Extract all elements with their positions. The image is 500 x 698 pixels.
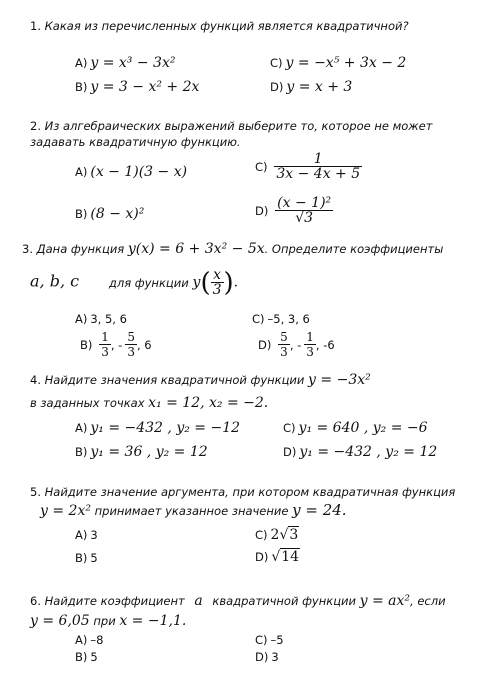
q2-option-b: B) (8 − x)²	[75, 206, 145, 222]
question-4-line-2: в заданных точках x₁ = 12, x₂ = −2.	[30, 395, 269, 411]
q3-option-c: C) –5, 3, 6	[252, 312, 310, 326]
q4-option-c: C) y₁ = 640 , y₂ = −6	[283, 420, 428, 436]
question-text: Из алгебраических выражений выберите то, которое не может задавать квадратичную функцию.	[30, 119, 433, 149]
question-6: 6. Найдите коэффициент a квадратичной функции y = ax², если	[30, 593, 446, 609]
q1-option-b: B) y = 3 − x² + 2x	[75, 79, 200, 95]
q2-option-c: C) $\frac{1}{3x - 4x + 5}$	[255, 151, 361, 182]
q1-option-a: A) y = x³ − 3x²	[75, 55, 176, 71]
question-number: 2.	[30, 119, 41, 133]
q4-option-d: D) y₁ = −432 , y₂ = 12	[283, 444, 438, 460]
q2-option-a: A) (x − 1)(3 − x)	[75, 164, 188, 180]
q4-option-b: B) y₁ = 36 , y₂ = 12	[75, 444, 208, 460]
question-1	[30, 18, 486, 34]
q6-option-d: D) 3	[255, 650, 279, 664]
question-3: 3. Дана функция y(x) = 6 + 3x² − 5x. Определите коэффициенты	[22, 241, 444, 257]
sqrt-symbol: √3	[279, 527, 299, 543]
question-6-line-2: y = 6,05 при x = −1,1.	[30, 613, 187, 629]
question-2	[30, 118, 486, 150]
q5-option-d: D) √14	[255, 549, 300, 565]
q6-option-c: C) –5	[255, 633, 284, 647]
q3-coefficients-line: a, b, c для функции y( $\frac{x}{3}$ ).	[30, 267, 239, 298]
question-4: 4. Найдите значения квадратичной функции y = −3x²	[30, 372, 371, 388]
q2-option-d: D) $\frac{\text{(x − 1)²}}{√3}$	[255, 195, 332, 226]
q5-option-b: B) 5	[75, 551, 98, 565]
question-5-line-2: y = 2x² принимает указанное значение y = 24.	[40, 501, 347, 519]
q4-option-a: A) y₁ = −432 , y₂ = −12	[75, 420, 241, 436]
q6-option-a: A) –8	[75, 633, 104, 647]
q3-option-b: B) $\frac{1}{3}$ , - $\frac{5}{3}$ , 6	[80, 330, 152, 359]
q3-option-a: A) 3, 5, 6	[75, 312, 127, 326]
q3-option-d: D) $\frac{5}{3}$ , - $\frac{1}{3}$ , -6	[258, 330, 335, 359]
sqrt-symbol: √14	[271, 549, 300, 565]
fraction: $\frac{\text{(x − 1)²}}{√3}$	[277, 195, 332, 226]
q1-option-c: C) y = −x⁵ + 3x − 2	[270, 55, 407, 71]
question-number: 1.	[30, 19, 41, 33]
question-5: 5. Найдите значение аргумента, при котором квадратичная функция	[30, 485, 456, 499]
q5-option-a: A) 3	[75, 528, 98, 542]
question-text: Какая из перечисленных функций является квадратичной?	[44, 19, 409, 33]
q6-option-b: B) 5	[75, 650, 98, 664]
q1-option-d: D) y = x + 3	[270, 79, 353, 95]
q5-option-c: C) 2√3	[255, 527, 299, 543]
fraction: $\frac{1}{3x - 4x + 5}$	[276, 151, 361, 182]
